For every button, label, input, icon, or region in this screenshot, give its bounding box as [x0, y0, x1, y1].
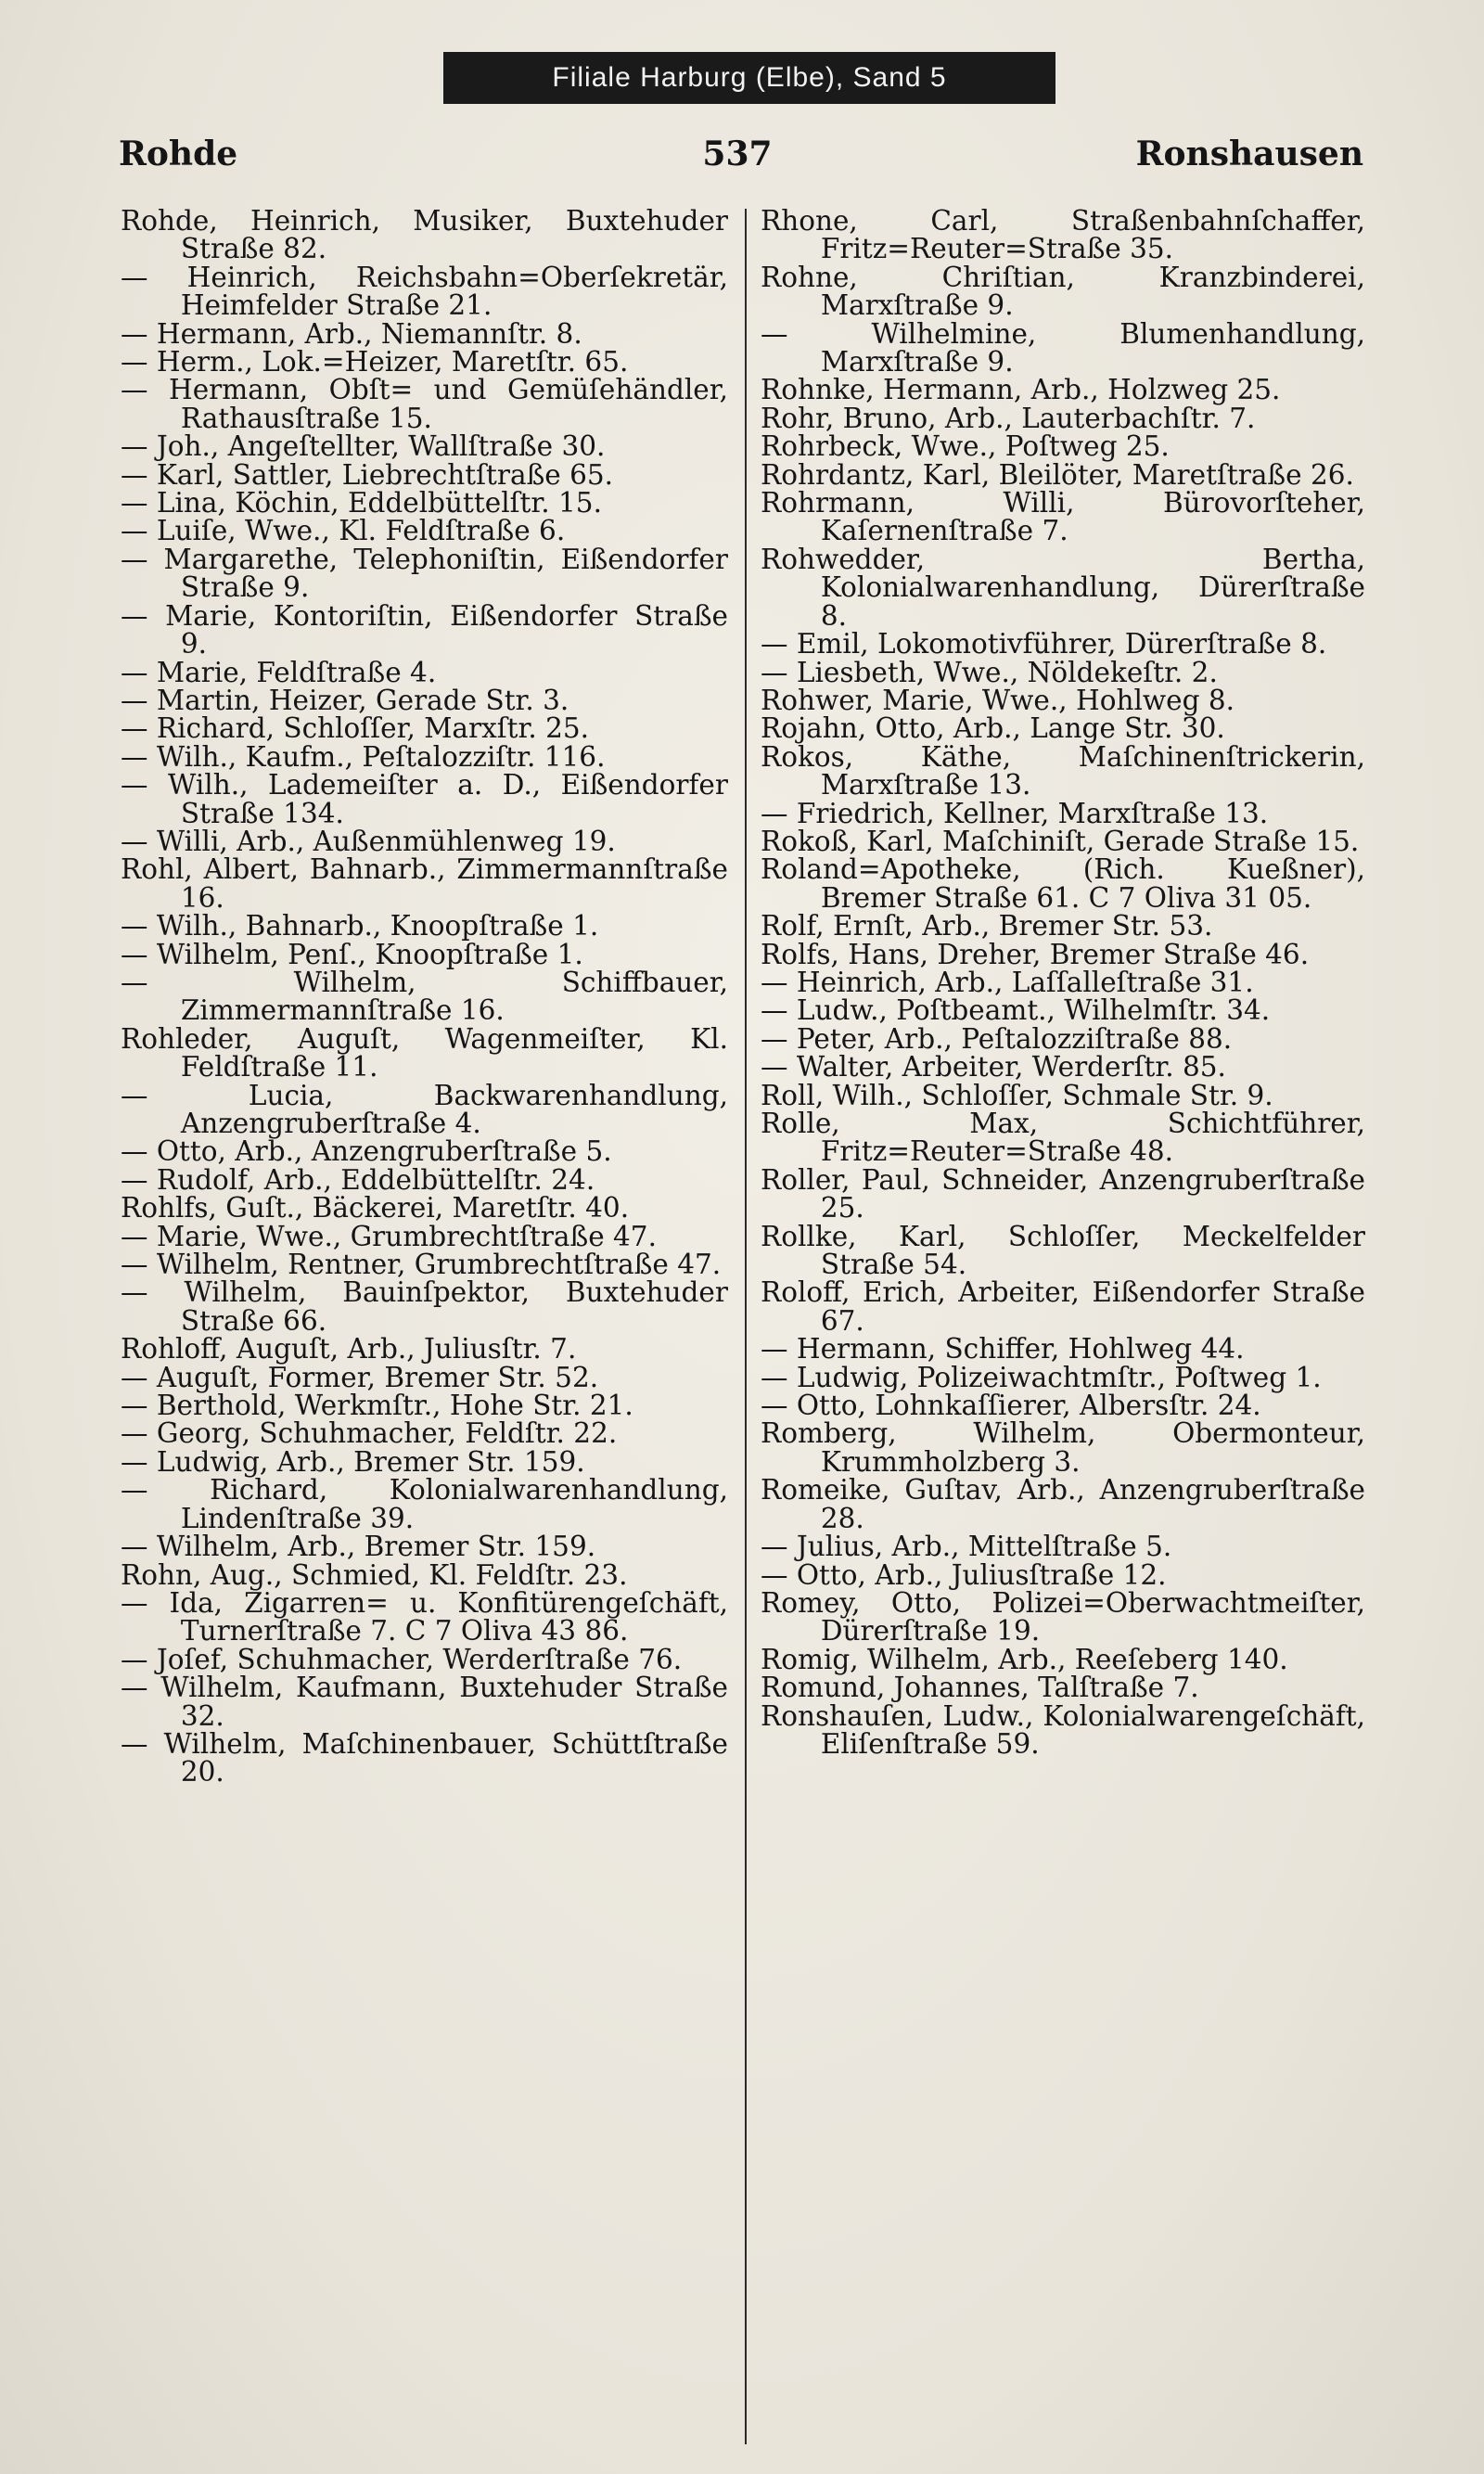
- directory-entry: Romberg, Wilhelm, Obermonteur, Krummholzberg 3.: [761, 1417, 1365, 1478]
- directory-entry: — Ludwig, Arb., Bremer Str. 159.: [121, 1445, 585, 1478]
- directory-entry: — Wilh., Kaufm., Peſtalozziſtr. 116.: [121, 740, 606, 773]
- directory-entry: Romig, Wilhelm, Arb., Reeſeberg 140.: [761, 1643, 1288, 1675]
- directory-entry: — Wilhelm, Rentner, Grumbrechtſtraße 47.: [121, 1249, 722, 1281]
- directory-entry: Roland=Apotheke, (Rich. Kueßner), Bremer Straße 61. C 7 Oliva 31 05.: [761, 853, 1365, 914]
- directory-entry: Rokos, Käthe, Maſchinenſtrickerin, Marxſtraße 13.: [761, 740, 1365, 801]
- directory-entry: Rolle, Max, Schichtführer, Fritz=Reuter=Straße 48.: [761, 1108, 1365, 1168]
- directory-entry: Ronshauſen, Ludw., Kolonialwarengeſchäft, Eliſenſtraße 59.: [761, 1699, 1365, 1760]
- directory-entry: — Emil, Lokomotivführer, Dürerſtraße 8.: [761, 628, 1327, 660]
- directory-entry: Rohrdantz, Karl, Bleilöter, Maretſtraße 26.: [761, 458, 1354, 491]
- directory-entry: Rohwedder, Bertha, Kolonialwarenhandlung, Dürerſtraße 8.: [761, 543, 1365, 632]
- directory-entry: — Richard, Kolonialwarenhandlung, Lindenſtraße 39.: [121, 1474, 728, 1534]
- directory-entry: — Willi, Arb., Außenmühlenweg 19.: [121, 825, 616, 857]
- directory-entry: — Friedrich, Kellner, Marxſtraße 13.: [761, 797, 1269, 829]
- directory-entry: — Julius, Arb., Mittelſtraße 5.: [761, 1531, 1172, 1563]
- directory-entry: — Wilh., Bahnarb., Knoopſtraße 1.: [121, 910, 599, 942]
- directory-entry: Rokoß, Karl, Maſchiniſt, Gerade Straße 15.: [761, 825, 1360, 857]
- directory-entry: — Ludwig, Polizeiwachtmſtr., Poſtweg 1.: [761, 1361, 1322, 1393]
- running-head: [111, 135, 1363, 190]
- directory-entry: — Heinrich, Arb., Laſſalleſtraße 31.: [761, 966, 1254, 998]
- directory-entry: Rohleder, Auguſt, Wagenmeiſter, Kl. Feldſtraße 11.: [121, 1022, 728, 1083]
- directory-entry: Romund, Johannes, Talſtraße 7.: [761, 1672, 1199, 1704]
- directory-entry: — Wilhelm, Kaufmann, Buxtehuder Straße 32.: [121, 1672, 728, 1732]
- directory-entry: Rohn, Aug., Schmied, Kl. Feldſtr. 23.: [121, 1558, 628, 1591]
- directory-entry: Rohloff, Auguſt, Arb., Juliusſtr. 7.: [121, 1333, 577, 1365]
- directory-entry: — Liesbeth, Wwe., Nöldekeſtr. 2.: [761, 656, 1218, 688]
- directory-entry: — Wilh., Lademeiſter a. D., Eißendorfer Straße 134.: [121, 769, 728, 829]
- directory-entry: — Joſef, Schuhmacher, Werderſtraße 76.: [121, 1643, 683, 1675]
- directory-entry: Romey, Otto, Polizei=Oberwachtmeiſter, Dürerſtraße 19.: [761, 1586, 1365, 1647]
- directory-entry: Rolf, Ernſt, Arb., Bremer Str. 53.: [761, 910, 1213, 942]
- directory-entry: Rohnke, Hermann, Arb., Holzweg 25.: [761, 374, 1281, 406]
- directory-entry: — Hermann, Arb., Niemannſtr. 8.: [121, 317, 582, 350]
- directory-entry: — Wilhelm, Maſchinenbauer, Schüttſtraße 20.: [121, 1727, 728, 1788]
- directory-entry: Rollke, Karl, Schloſſer, Meckelfelder Straße 54.: [761, 1220, 1365, 1281]
- directory-entry: — Georg, Schuhmacher, Feldſtr. 22.: [121, 1417, 618, 1450]
- directory-entry: — Ida, Zigarren= u. Konfitürengeſchäft, Turnerſtraße 7. C 7 Oliva 43 86.: [121, 1586, 728, 1647]
- directory-entry: — Rudolf, Arb., Eddelbüttelſtr. 24.: [121, 1163, 595, 1196]
- directory-entry: Rolfs, Hans, Dreher, Bremer Straße 46.: [761, 938, 1310, 970]
- directory-entry: Roll, Wilh., Schloſſer, Schmale Str. 9.: [761, 1079, 1273, 1111]
- directory-entry: Rohrbeck, Wwe., Poſtweg 25.: [761, 430, 1170, 463]
- directory-entry: — Wilhelm, Bauinſpektor, Buxtehuder Straße 66.: [121, 1276, 728, 1337]
- directory-entry: — Martin, Heizer, Gerade Str. 3.: [121, 684, 569, 716]
- directory-entry: Rohwer, Marie, Wwe., Hohlweg 8.: [761, 684, 1235, 716]
- directory-entry: — Heinrich, Reichsbahn=Oberſekretär, Heimfelder Straße 21.: [121, 261, 728, 322]
- directory-entry: — Otto, Lohnkaſſierer, Albersſtr. 24.: [761, 1390, 1261, 1422]
- directory-entry: — Peter, Arb., Peſtalozziſtraße 88.: [761, 1022, 1233, 1055]
- directory-entry: — Auguſt, Former, Bremer Str. 52.: [121, 1361, 599, 1393]
- directory-entry: — Ludw., Poſtbeamt., Wilhelmſtr. 34.: [761, 994, 1271, 1027]
- directory-entry: Rohr, Bruno, Arb., Lauterbachſtr. 7.: [761, 402, 1256, 434]
- directory-entry: — Richard, Schloſſer, Marxſtr. 25.: [121, 712, 590, 745]
- directory-entry: Roloff, Erich, Arbeiter, Eißendorfer Straße 67.: [761, 1276, 1365, 1337]
- directory-entry: — Herm., Lok.=Heizer, Maretſtr. 65.: [121, 346, 629, 378]
- right-column: [761, 207, 1365, 2452]
- directory-entry: — Karl, Sattler, Liebrechtſtraße 65.: [121, 458, 614, 491]
- directory-entry: — Hermann, Obſt= und Gemüſehändler, Rathausſtraße 15.: [121, 374, 728, 434]
- directory-entry: Rhone, Carl, Straßenbahnſchaffer, Fritz=Reuter=Straße 35.: [761, 205, 1365, 265]
- directory-entry: — Otto, Arb., Anzengruberſtraße 5.: [121, 1135, 612, 1168]
- directory-entry: — Joh., Angeſtellter, Wallſtraße 30.: [121, 430, 606, 463]
- directory-entry: — Berthold, Werkmſtr., Hohe Str. 21.: [121, 1390, 633, 1422]
- page-number: 537: [702, 135, 773, 173]
- directory-entry: — Hermann, Schiffer, Hohlweg 44.: [761, 1333, 1245, 1365]
- directory-entry: — Marie, Feldſtraße 4.: [121, 656, 437, 688]
- directory-entry: — Wilhelmine, Blumenhandlung, Marxſtraße 9.: [761, 317, 1365, 378]
- directory-entry: — Lucia, Backwarenhandlung, Anzengruberſtraße 4.: [121, 1079, 728, 1139]
- directory-entry: — Wilhelm, Penſ., Knoopſtraße 1.: [121, 938, 583, 970]
- directory-entry: — Wilhelm, Schiffbauer, Zimmermannſtraße 16.: [121, 966, 728, 1027]
- column-divider: [745, 209, 747, 2444]
- directory-entry: Rohl, Albert, Bahnarb., Zimmermannſtraße 16.: [121, 853, 728, 914]
- directory-entry: — Otto, Arb., Juliusſtraße 12.: [761, 1558, 1167, 1591]
- directory-entry: Rohrmann, Willi, Bürovorſteher, Kaſernenſtraße 7.: [761, 487, 1365, 547]
- directory-entry: Rohlfs, Guſt., Bäckerei, Maretſtr. 40.: [121, 1192, 630, 1224]
- directory-entry: — Margarethe, Telephoniſtin, Eißendorfer Straße 9.: [121, 543, 728, 604]
- branch-banner: Filiale Harburg (Elbe), Sand 5: [443, 52, 1055, 104]
- directory-entry: Roller, Paul, Schneider, Anzengruberſtraße 25.: [761, 1163, 1365, 1224]
- directory-entry: — Luiſe, Wwe., Kl. Feldſtraße 6.: [121, 515, 566, 547]
- left-running-head: Rohde: [119, 135, 238, 173]
- directory-entry: Rohde, Heinrich, Musiker, Buxtehuder Straße 82.: [121, 205, 728, 265]
- right-running-head: Ronshausen: [1135, 135, 1363, 173]
- left-column: [121, 207, 728, 2452]
- directory-entry: Rohne, Chriſtian, Kranzbinderei, Marxſtraße 9.: [761, 261, 1365, 322]
- directory-entry: Romeike, Guſtav, Arb., Anzengruberſtraße 28.: [761, 1474, 1365, 1534]
- directory-entry: — Wilhelm, Arb., Bremer Str. 159.: [121, 1531, 596, 1563]
- directory-entry: — Lina, Köchin, Eddelbüttelſtr. 15.: [121, 487, 602, 519]
- directory-entry: — Marie, Wwe., Grumbrechtſtraße 47.: [121, 1220, 657, 1252]
- directory-entry: — Marie, Kontoriſtin, Eißendorfer Straße 9.: [121, 599, 728, 660]
- directory-entry: — Walter, Arbeiter, Werderſtr. 85.: [761, 1051, 1226, 1083]
- directory-entry: Rojahn, Otto, Arb., Lange Str. 30.: [761, 712, 1225, 745]
